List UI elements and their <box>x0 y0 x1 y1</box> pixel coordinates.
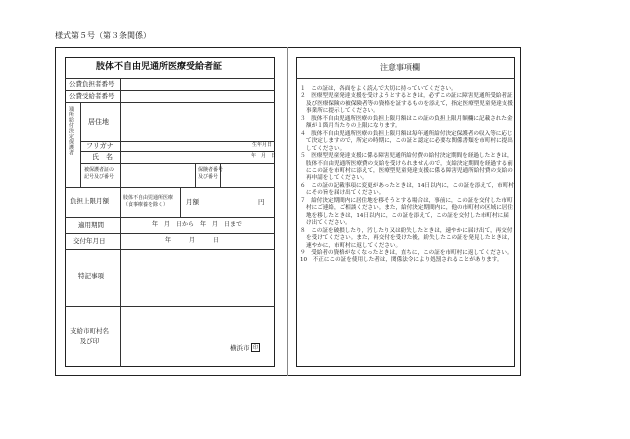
fold-line <box>287 47 288 376</box>
validity-value: 年 月 日から 年 月 日まで <box>152 221 243 228</box>
yen-unit: 円 <box>258 198 265 206</box>
notes-list <box>300 86 514 265</box>
validity-label: 適用期間 <box>78 221 104 229</box>
amount-label: 月額 <box>186 198 199 206</box>
note-item: ９ 受給者の資格がなくなったときは，直ちに，この証を市町村に返してください。 <box>300 249 513 256</box>
official-seal: 印 <box>252 345 258 351</box>
provider-number-label: 公費負担者番号 <box>69 80 115 88</box>
notes-title: 注意事項欄 <box>380 63 420 72</box>
note-item: ６ この証の記載事項に変更があったときは，14日以内に，この証を添えて，市町村にその旨を届け出てください。 <box>300 182 514 197</box>
guardian-card-label: 被保護者証の 記号及び番号 <box>84 167 115 180</box>
limit-note: 肢体不自由児通所医療 （食事療養を除く） <box>123 195 174 208</box>
furigana-label: フリガナ <box>86 142 114 150</box>
note-item: ３ 肢体不自由児通所医療の負担上限月額はこの証の負担上限月額欄に記載された金額が１箇月当たりの上限になります。 <box>300 115 513 130</box>
insurance-number-label: 保険者番号 及び番号 <box>198 167 224 180</box>
note-item: ７ 給付決定期間内に居住地を移そうとする場合は，事前に，この証を交付した市町村にご連絡，ご相談ください。また，給付決定期間内に，他の市町村の区域に居住地を移したときは，14日以内に，この証を添えて，この証を交付した市町村に届け出てください。 <box>300 197 513 227</box>
birthdate-label: 生年月日 <box>252 142 273 148</box>
remarks-label: 特記事項 <box>78 272 104 280</box>
mayor-name: 横浜市 <box>230 344 250 352</box>
monthly-limit-label: 負担上限月額 <box>70 197 109 205</box>
form-label: 様式第５号（第３条関係） <box>55 31 151 40</box>
municipality-label: 支給市町村名 及び印 <box>70 327 109 345</box>
issue-date-label: 交付年月日 <box>73 237 106 245</box>
note-item: ５ 医療型児童発達支援に係る障害児通所給付費の給付決定期間を経過したときは，肢体不自由児通所医療費の支給を受けられませんので，支給決定期間を経過する前にこの証を市町村に添えて，医療型児童発達支援に係る障害児通所給付費の支給の再申請をしてください。 <box>300 153 513 182</box>
name-date-field: 年 月 日 <box>251 153 277 159</box>
guardian-side-label: 通所給付決定保護者 <box>68 106 74 156</box>
certificate-title: 肢体不自由児通所医療受給者証 <box>96 62 223 72</box>
issue-date-value: 年 月 日 <box>165 237 220 244</box>
note-item: １ この証は，各面をよく読んで大切に持っていてください。 <box>300 86 457 92</box>
note-item: 10 不正にこの証を使用した者は，関係法令により処罰されることがあります。 <box>300 257 503 264</box>
address-label: 居住地 <box>88 118 109 126</box>
note-item: ８ この証を破損したり，汚したり又は紛失したときは，速やかに届け出て，再交付を受けてください。また，再交付を受けた後，紛失したこの証を発見したときは，速やかに，市町村に返してください。 <box>300 227 513 249</box>
certificate-box <box>65 57 275 367</box>
note-item: ２ 医療型児童発達支援を受けようとするときは，必ずこの証に障害児通所受給者証及び医療保険の被保険者等の資格を証するものを添えて，指定医療型児童発達支援事業所に提示してください。 <box>300 93 513 115</box>
note-item: ４ 肢体不自由児通所医療の負担上限月額は毎年通所給付決定保護者の収入等に応じて決定しますので，所定の時期に，この証と認定に必要な関係書類を市町村に提出してください。 <box>300 130 513 152</box>
recipient-number-label: 公費受給者番号 <box>69 92 115 100</box>
name-label: 氏 名 <box>92 153 113 161</box>
